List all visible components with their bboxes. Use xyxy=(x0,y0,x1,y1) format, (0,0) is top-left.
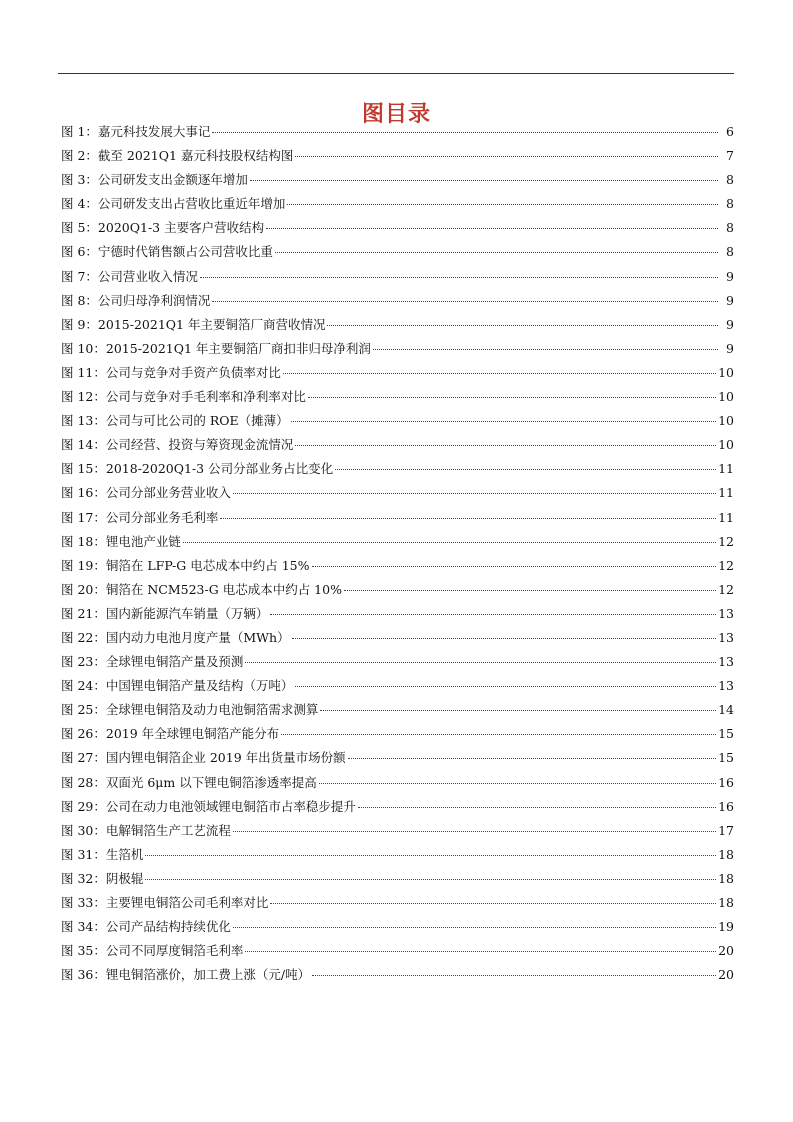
toc-leader-dots xyxy=(212,132,718,133)
toc-leader-dots xyxy=(200,277,718,278)
toc-entry-label: 图 16：公司分部业务营业收入 xyxy=(61,485,231,501)
toc-entry-page: 15 xyxy=(718,726,734,742)
toc-leader-dots xyxy=(308,397,716,398)
toc-leader-dots xyxy=(283,373,716,374)
toc-leader-dots xyxy=(344,590,716,591)
toc-entry-label: 图 6：宁德时代销售额占公司营收比重 xyxy=(61,244,273,260)
toc-entry-label: 图 26：2019 年全球锂电铜箔产能分布 xyxy=(61,726,280,742)
page-title: 图目录 xyxy=(361,101,431,127)
toc-entry-label: 图 5：2020Q1-3 主要客户营收结构 xyxy=(61,220,265,236)
toc-entry-label: 图 19：铜箔在 LFP-G 电芯成本中约占 15% xyxy=(61,557,310,573)
toc-entry[interactable] xyxy=(61,579,734,603)
header-rule xyxy=(58,73,734,74)
toc-entry[interactable] xyxy=(61,868,734,892)
toc-entry[interactable] xyxy=(61,314,734,338)
toc-leader-dots xyxy=(270,903,716,904)
toc-entry-page: 8 xyxy=(726,196,734,212)
toc-leader-dots xyxy=(220,518,716,519)
toc-entry[interactable] xyxy=(61,241,734,265)
toc-entry-label: 图 7：公司营业收入情况 xyxy=(61,268,198,284)
toc-entry[interactable] xyxy=(61,217,734,241)
toc-entry[interactable] xyxy=(61,627,734,651)
toc-entry-page: 16 xyxy=(718,798,734,814)
toc-entry-label: 图 28：双面光 6μm 以下锂电铜箔渗透率提高 xyxy=(61,774,317,790)
toc-leader-dots xyxy=(348,758,716,759)
toc-entry[interactable] xyxy=(61,362,734,386)
toc-entry[interactable] xyxy=(61,482,734,506)
toc-entry-page: 13 xyxy=(718,678,734,694)
toc-entry-label: 图 21：国内新能源汽车销量（万辆） xyxy=(61,605,269,621)
toc-entry-label: 图 36：锂电铜箔涨价，加工费上涨（元/吨） xyxy=(61,967,311,983)
toc-leader-dots xyxy=(358,807,716,808)
toc-leader-dots xyxy=(312,975,716,976)
toc-entry-page: 12 xyxy=(718,533,734,549)
toc-entry-page: 17 xyxy=(718,822,734,838)
toc-entry[interactable] xyxy=(61,820,734,844)
toc-entry-label: 图 18：锂电池产业链 xyxy=(61,533,181,549)
toc-leader-dots xyxy=(245,951,716,952)
toc-entry-label: 图 3：公司研发支出金额逐年增加 xyxy=(61,172,248,188)
toc-entry-page: 20 xyxy=(718,967,734,983)
toc-entry-page: 6 xyxy=(726,124,734,139)
toc-leader-dots xyxy=(281,734,716,735)
toc-entry[interactable] xyxy=(61,892,734,916)
toc-entry-label: 图 1：嘉元科技发展大事记 xyxy=(61,124,211,139)
toc-entry[interactable] xyxy=(61,290,734,314)
toc-leader-dots xyxy=(212,301,718,302)
toc-entry[interactable] xyxy=(61,266,734,290)
toc-entry-page: 8 xyxy=(726,244,734,260)
toc-entry-page: 10 xyxy=(718,389,734,405)
toc-entry-label: 图 27：国内锂电铜箔企业 2019 年出货量市场份额 xyxy=(61,750,346,766)
toc-entry-label: 图 20：铜箔在 NCM523-G 电芯成本中约占 10% xyxy=(61,581,342,597)
toc-leader-dots xyxy=(295,686,716,687)
toc-entry[interactable] xyxy=(61,193,734,217)
toc-entry-label: 图 25：全球锂电铜箔及动力电池铜箔需求测算 xyxy=(61,702,319,718)
toc-entry-page: 11 xyxy=(718,485,734,501)
toc-leader-dots xyxy=(275,252,718,253)
toc-entry-label: 图 13：公司与可比公司的 ROE（摊薄） xyxy=(61,413,289,429)
toc-entry-page: 8 xyxy=(726,220,734,236)
toc-leader-dots xyxy=(291,421,716,422)
toc-entry-page: 8 xyxy=(726,172,734,188)
toc-entry-page: 9 xyxy=(726,292,734,308)
toc-entry-label: 图 32：阴极辊 xyxy=(61,870,144,886)
toc-leader-dots xyxy=(233,831,716,832)
toc-entry[interactable] xyxy=(61,723,734,747)
toc-leader-dots xyxy=(295,156,718,157)
toc-entry[interactable] xyxy=(61,796,734,820)
toc-entry-page: 16 xyxy=(718,774,734,790)
figure-list xyxy=(61,121,734,988)
toc-entry[interactable] xyxy=(61,964,734,988)
toc-entry-label: 图 33：主要锂电铜箔公司毛利率对比 xyxy=(61,895,269,910)
toc-entry-page: 13 xyxy=(718,654,734,670)
toc-entry[interactable] xyxy=(61,169,734,193)
toc-leader-dots xyxy=(295,445,716,446)
toc-entry[interactable] xyxy=(61,531,734,555)
toc-entry-label: 图 35：公司不同厚度铜箔毛利率 xyxy=(61,943,244,959)
toc-entry-label: 图 10：2015-2021Q1 年主要铜箔厂商扣非归母净利润 xyxy=(61,340,371,356)
toc-entry[interactable] xyxy=(61,747,734,771)
toc-leader-dots xyxy=(233,927,716,928)
toc-entry-label: 图 15：2018-2020Q1-3 公司分部业务占比变化 xyxy=(61,461,334,477)
toc-leader-dots xyxy=(327,325,718,326)
toc-leader-dots xyxy=(319,783,716,784)
toc-entry[interactable] xyxy=(61,145,734,169)
toc-entry[interactable] xyxy=(61,434,734,458)
toc-entry[interactable] xyxy=(61,121,734,145)
toc-entry[interactable] xyxy=(61,386,734,410)
toc-leader-dots xyxy=(145,855,716,856)
toc-entry-label: 图 4：公司研发支出占营收比重近年增加 xyxy=(61,196,286,212)
toc-leader-dots xyxy=(320,710,716,711)
toc-entry-page: 18 xyxy=(718,846,734,862)
toc-leader-dots xyxy=(250,180,718,181)
toc-entry-page: 15 xyxy=(718,750,734,766)
toc-entry-page: 14 xyxy=(718,702,734,718)
toc-leader-dots xyxy=(183,542,716,543)
toc-entry-page: 12 xyxy=(718,581,734,597)
toc-leader-dots xyxy=(270,614,716,615)
toc-entry-label: 图 30：电解铜箔生产工艺流程 xyxy=(61,822,231,838)
toc-entry-page: 9 xyxy=(726,340,734,356)
toc-entry-page: 11 xyxy=(718,509,734,525)
toc-entry-page: 9 xyxy=(726,316,734,332)
toc-entry[interactable] xyxy=(61,555,734,579)
toc-entry-page: 13 xyxy=(718,605,734,621)
toc-entry-label: 图 22：国内动力电池月度产量（MWh） xyxy=(61,629,290,645)
toc-entry-label: 图 12：公司与竞争对手毛利率和净利率对比 xyxy=(61,389,306,405)
toc-entry-label: 图 17：公司分部业务毛利率 xyxy=(61,509,219,525)
toc-entry[interactable] xyxy=(61,410,734,434)
toc-entry-label: 图 2：截至 2021Q1 嘉元科技股权结构图 xyxy=(61,148,294,164)
toc-entry-page: 10 xyxy=(718,437,734,453)
toc-entry-page: 18 xyxy=(718,870,734,886)
toc-entry[interactable] xyxy=(61,844,734,868)
toc-entry-label: 图 14：公司经营、投资与筹资现金流情况 xyxy=(61,437,294,453)
toc-entry-label: 图 9：2015-2021Q1 年主要铜箔厂商营收情况 xyxy=(61,316,326,332)
toc-entry-page: 13 xyxy=(718,629,734,645)
toc-entry[interactable] xyxy=(61,675,734,699)
toc-entry-page: 11 xyxy=(718,461,734,477)
toc-entry-page: 10 xyxy=(718,413,734,429)
toc-entry[interactable] xyxy=(61,507,734,531)
toc-leader-dots xyxy=(292,638,717,639)
toc-entry-label: 图 31：生箔机 xyxy=(61,846,144,862)
toc-leader-dots xyxy=(245,662,716,663)
toc-leader-dots xyxy=(287,204,718,205)
toc-entry-page: 18 xyxy=(718,895,734,910)
toc-entry[interactable] xyxy=(61,916,734,940)
toc-entry[interactable] xyxy=(61,603,734,627)
toc-entry-label: 图 24：中国锂电铜箔产量及结构（万吨） xyxy=(61,678,294,694)
toc-leader-dots xyxy=(266,228,718,229)
toc-entry[interactable] xyxy=(61,940,734,964)
toc-entry-page: 20 xyxy=(718,943,734,959)
toc-entry[interactable] xyxy=(61,651,734,675)
toc-entry-label: 图 8：公司归母净利润情况 xyxy=(61,292,211,308)
toc-entry[interactable] xyxy=(61,772,734,796)
toc-entry-label: 图 29：公司在动力电池领域锂电铜箔市占率稳步提升 xyxy=(61,798,356,814)
toc-entry-page: 12 xyxy=(718,557,734,573)
toc-leader-dots xyxy=(373,349,718,350)
toc-entry[interactable] xyxy=(61,338,734,362)
toc-entry-page: 10 xyxy=(718,364,734,380)
toc-entry-label: 图 23：全球锂电铜箔产量及预测 xyxy=(61,654,244,670)
toc-entry-page: 9 xyxy=(726,268,734,284)
toc-entry-label: 图 34：公司产品结构持续优化 xyxy=(61,919,231,935)
toc-leader-dots xyxy=(335,469,716,470)
toc-entry-page: 7 xyxy=(726,148,734,164)
toc-entry-label: 图 11：公司与竞争对手资产负债率对比 xyxy=(61,364,281,380)
toc-entry[interactable] xyxy=(61,699,734,723)
toc-leader-dots xyxy=(233,493,716,494)
toc-entry-page: 19 xyxy=(718,919,734,935)
toc-leader-dots xyxy=(312,566,717,567)
toc-leader-dots xyxy=(145,879,716,880)
toc-entry[interactable] xyxy=(61,458,734,482)
